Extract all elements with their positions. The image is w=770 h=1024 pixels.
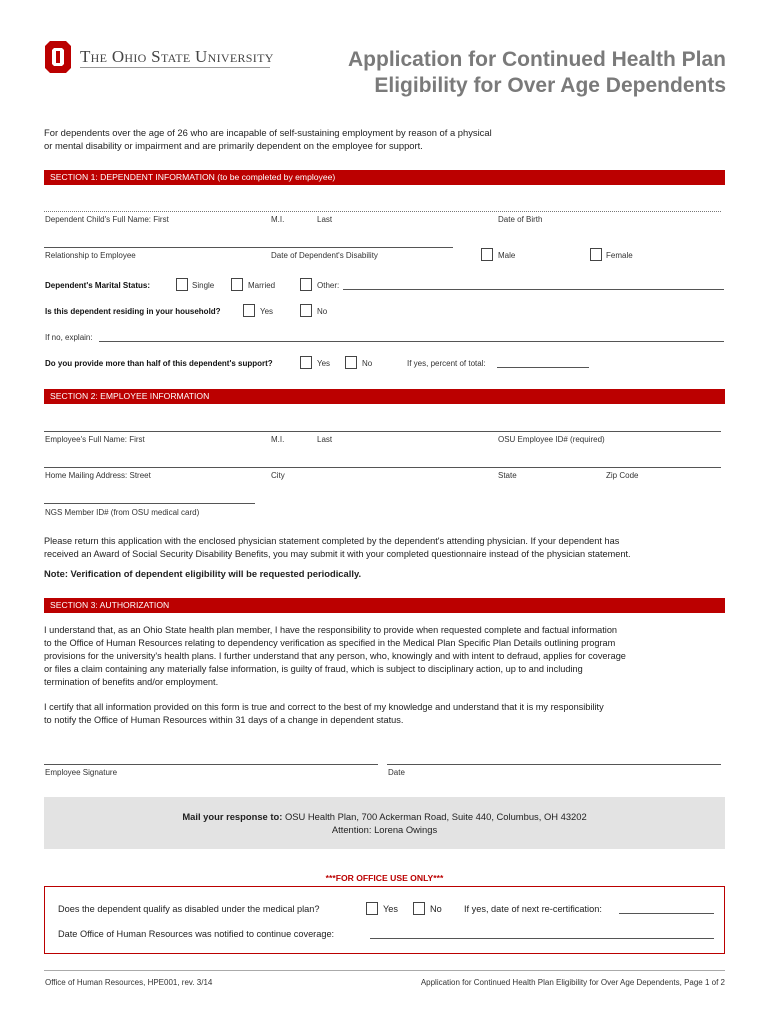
osu-logo [44,40,274,76]
employee-last-label: Last [317,435,333,444]
percent-line[interactable] [497,367,589,368]
paragraph-line: termination of benefits and/or employment. [44,677,219,687]
dependent-last-label: Last [317,215,333,224]
married-checkbox[interactable] [231,278,243,291]
percent-label: If yes, percent of total: [407,359,486,368]
street-label: Home Mailing Address: Street [45,471,151,480]
ngs-id-label: NGS Member ID# (from OSU medical card) [45,508,200,517]
support-no-checkbox[interactable] [345,356,357,369]
section2-header: SECTION 2: EMPLOYEE INFORMATION [44,389,725,404]
notified-date-line[interactable] [370,938,714,939]
mail-label: Mail your response to: [182,811,283,822]
residing-no-label: No [317,307,328,316]
male-checkbox[interactable] [481,248,493,261]
paragraph-line: to the Office of Human Resources relating to dependency verification as specified in the Medical Plan Specific Plan Details outlining program [44,638,616,648]
employee-id-label: OSU Employee ID# (required) [498,435,605,444]
block-o-logo-icon [44,40,72,74]
residing-yes-label: Yes [260,307,274,316]
title-line-2: Eligibility for Over Age Dependents [374,74,726,97]
section3-header: SECTION 3: AUTHORIZATION [44,598,725,613]
title-line-1: Application for Continued Health Plan [348,48,726,71]
male-label: Male [498,251,516,260]
residing-label: Is this dependent residing in your household? [45,307,221,316]
footer-rule [44,970,725,971]
relationship-line[interactable] [44,247,453,248]
paragraph-line: I understand that, as an Ohio State health plan member, I have the responsibility to provide when requested complete and factual information [44,625,618,635]
if-no-explain-label: If no, explain: [45,333,93,342]
explain-line[interactable] [99,341,724,342]
notified-date-label: Date Office of Human Resources was notified to continue coverage: [58,929,335,939]
physician-statement-text [44,535,734,561]
ngs-id-line[interactable] [44,503,255,504]
married-label: Married [248,281,276,290]
female-checkbox[interactable] [590,248,602,261]
intro-line: or mental disability or impairment and are primarily dependent on the employee for support. [44,140,423,151]
zip-label: Zip Code [606,471,639,480]
disability-date-label: Date of Dependent's Disability [271,251,378,260]
verification-note: Note: Verification of dependent eligibility will be requested periodically. [44,568,362,579]
qualify-no-label: No [430,904,442,914]
signature-label: Employee Signature [45,768,118,777]
female-label: Female [606,251,633,260]
residing-yes-checkbox[interactable] [243,304,255,317]
office-use-title: ***FOR OFFICE USE ONLY*** [325,873,444,883]
marital-status-label: Dependent's Marital Status: [45,281,151,290]
dependent-name-line[interactable] [44,211,721,212]
employee-mi-label: M.I. [271,435,285,444]
intro-text [44,126,724,152]
university-name: The Ohio State University [80,47,274,66]
footer-right: Application for Continued Health Plan Eligibility for Over Age Dependents, Page 1 of 2 [420,978,725,987]
qualify-no-checkbox[interactable] [413,902,425,915]
paragraph-line: received an Award of Social Security Disability Benefits, you may submit it with your completed questionnaire instead of the physician statement. [44,549,631,559]
paragraph-line: Please return this application with the enclosed physician statement completed by the dependent's attending physician. If your dependent has [44,536,620,546]
address-line[interactable] [44,467,721,468]
office-use-box [44,886,725,954]
dependent-mi-label: M.I. [271,215,285,224]
signature-line[interactable] [44,764,378,765]
page-title [348,47,726,99]
support-yes-label: Yes [317,359,331,368]
single-label: Single [192,281,215,290]
intro-line: For dependents over the age of 26 who are incapable of self-sustaining employment by reason of a physical [44,127,492,138]
mail-address: OSU Health Plan, 700 Ackerman Road, Suite 440, Columbus, OH 43202 [282,811,587,822]
mail-attention: Attention: Lorena Owings [331,824,438,835]
paragraph-line: to notify the Office of Human Resources within 31 days of a change in dependent status. [44,715,404,725]
state-label: State [498,471,517,480]
mail-box [44,797,725,849]
residing-no-checkbox[interactable] [300,304,312,317]
other-label: Other: [317,281,340,290]
paragraph-line: I certify that all information provided on this form is true and correct to the best of my knowledge and understand that it is my responsibility [44,702,604,712]
other-line[interactable] [343,289,724,290]
qualify-question: Does the dependent qualify as disabled under the medical plan? [58,904,320,914]
support-label: Do you provide more than half of this dependent's support? [45,359,273,368]
other-checkbox[interactable] [300,278,312,291]
section1-header: SECTION 1: DEPENDENT INFORMATION (to be completed by employee) [44,170,725,185]
employee-name-line[interactable] [44,431,721,432]
authorization-paragraph-1 [44,624,626,689]
relationship-label: Relationship to Employee [45,251,136,260]
authorization-paragraph-2 [44,701,604,727]
recertification-label: If yes, date of next re-certification: [464,904,602,914]
qualify-yes-checkbox[interactable] [366,902,378,915]
dependent-first-name-label: Dependent Child's Full Name: First [45,215,169,224]
single-checkbox[interactable] [176,278,188,291]
support-no-label: No [362,359,373,368]
support-yes-checkbox[interactable] [300,356,312,369]
dob-label: Date of Birth [498,215,543,224]
city-label: City [271,471,285,480]
qualify-yes-label: Yes [383,904,398,914]
paragraph-line: or files a claim containing any materially false information, is guilty of fraud, which is subject to disciplinary action, up to and including [44,664,583,674]
recertification-line[interactable] [619,913,714,914]
date-line[interactable] [387,764,721,765]
date-label: Date [388,768,405,777]
footer-left: Office of Human Resources, HPE001, rev. 3/14 [45,978,213,987]
employee-first-name-label: Employee's Full Name: First [45,435,145,444]
paragraph-line: provisions for the university's health plans. I further understand that any person, who, knowingly and with intent to defraud, applies for coverage [44,651,626,661]
